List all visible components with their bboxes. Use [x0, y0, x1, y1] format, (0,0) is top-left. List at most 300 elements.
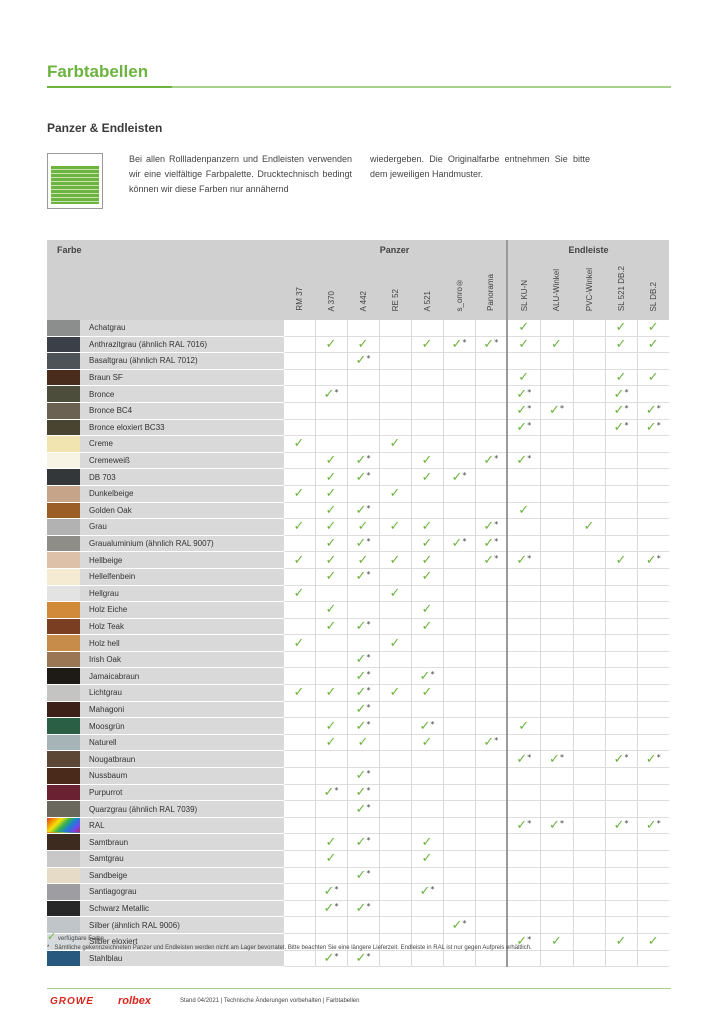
availability-cell	[637, 436, 669, 453]
availability-cell	[283, 336, 315, 353]
check-icon: ✓	[355, 867, 367, 883]
star-icon: *	[527, 454, 532, 464]
availability-cell	[573, 801, 605, 818]
check-icon: ✓	[323, 784, 335, 800]
availability-cell	[283, 602, 315, 619]
star-icon: *	[334, 951, 339, 961]
availability-cell	[637, 851, 669, 868]
availability-cell	[540, 817, 573, 834]
availability-cell	[315, 817, 347, 834]
table-row	[47, 602, 669, 619]
availability-cell	[315, 685, 347, 702]
table-row	[47, 851, 669, 868]
availability-cell	[379, 519, 411, 536]
availability-cell	[637, 784, 669, 801]
star-icon: *	[430, 669, 435, 679]
availability-cell	[283, 485, 315, 502]
availability-cell	[379, 734, 411, 751]
star-icon: *	[656, 420, 661, 430]
availability-cell	[605, 336, 637, 353]
check-icon: ✓	[421, 569, 433, 585]
star-icon: *	[494, 736, 499, 746]
color-name: Holz hell	[80, 635, 283, 652]
availability-cell	[315, 718, 347, 735]
availability-cell	[411, 602, 443, 619]
intro-text-right: wiedergeben. Die Originalfarbe entnehmen Sie bitte dem jeweiligen Handmuster.	[370, 154, 590, 179]
check-icon: ✓	[355, 469, 367, 485]
availability-cell	[507, 685, 540, 702]
availability-cell	[540, 469, 573, 486]
availability-cell	[637, 817, 669, 834]
intro-text-left: Bei allen Rollladenpanzern und Endleisten verwenden wir eine vielfältige Farbpalette. Drucktechnisch bedingt können wir diese Farben nur annähernd	[129, 154, 352, 194]
color-name: Holz Eiche	[80, 602, 283, 619]
availability-cell	[573, 552, 605, 569]
availability-cell	[315, 419, 347, 436]
check-icon: ✓	[355, 353, 367, 369]
availability-cell	[411, 685, 443, 702]
availability-cell	[411, 519, 443, 536]
color-swatch	[47, 502, 80, 519]
availability-cell	[443, 734, 475, 751]
availability-cell	[507, 884, 540, 901]
availability-cell	[283, 718, 315, 735]
availability-cell	[637, 552, 669, 569]
availability-cell	[315, 552, 347, 569]
availability-cell	[605, 768, 637, 785]
color-swatch	[47, 768, 80, 785]
column-header-label: A 521	[422, 290, 432, 311]
star-icon: *	[462, 537, 467, 547]
star-icon: *	[334, 885, 339, 895]
availability-cell	[507, 585, 540, 602]
table-row	[47, 386, 669, 403]
availability-cell	[637, 635, 669, 652]
check-icon: ✓	[483, 336, 495, 352]
availability-cell	[475, 900, 507, 917]
availability-cell	[507, 651, 540, 668]
check-icon: ✓	[615, 934, 627, 950]
check-icon: ✓	[355, 834, 367, 850]
availability-cell	[379, 386, 411, 403]
availability-cell	[475, 386, 507, 403]
table-row	[47, 900, 669, 917]
availability-cell	[443, 602, 475, 619]
footer-text: Stand 04/2021 | Technische Änderungen vorbehalten | Farbtabellen	[180, 998, 360, 1004]
star-icon: *	[366, 354, 371, 364]
availability-cell	[443, 618, 475, 635]
availability-cell	[379, 369, 411, 386]
check-icon: ✓	[357, 735, 369, 751]
check-icon: ✓	[323, 386, 335, 402]
availability-cell	[637, 834, 669, 851]
availability-cell	[443, 834, 475, 851]
availability-cell	[573, 519, 605, 536]
availability-cell	[540, 718, 573, 735]
check-icon: ✓	[613, 403, 625, 419]
table-row	[47, 668, 669, 685]
availability-cell	[540, 402, 573, 419]
column-header	[283, 260, 315, 320]
availability-cell	[283, 552, 315, 569]
availability-cell	[347, 668, 379, 685]
availability-cell	[379, 535, 411, 552]
availability-cell	[507, 751, 540, 768]
star-icon: *	[527, 752, 532, 762]
availability-cell	[475, 320, 507, 336]
color-swatch	[47, 386, 80, 403]
availability-cell	[283, 436, 315, 453]
availability-cell	[347, 602, 379, 619]
check-icon: ✓	[613, 419, 625, 435]
availability-cell	[540, 751, 573, 768]
star-icon: *	[430, 885, 435, 895]
column-header-label: A 442	[358, 290, 368, 311]
check-icon: ✓	[421, 735, 433, 751]
availability-cell	[540, 535, 573, 552]
availability-cell	[443, 801, 475, 818]
color-swatch	[47, 784, 80, 801]
availability-cell	[540, 419, 573, 436]
availability-cell	[475, 651, 507, 668]
availability-cell	[507, 701, 540, 718]
availability-cell	[637, 950, 669, 967]
color-swatch	[47, 469, 80, 486]
check-icon: ✓	[613, 386, 625, 402]
availability-cell	[315, 535, 347, 552]
availability-cell	[347, 568, 379, 585]
star-icon: *	[527, 420, 532, 430]
availability-cell	[411, 900, 443, 917]
availability-cell	[411, 618, 443, 635]
color-swatch	[47, 817, 80, 834]
star-icon: *	[366, 702, 371, 712]
availability-cell	[637, 701, 669, 718]
legend-check-label: verfügbare Farbe	[57, 936, 104, 942]
color-name: Achatgrau	[80, 320, 283, 336]
table-row	[47, 369, 669, 386]
availability-cell	[379, 602, 411, 619]
check-icon: ✓	[421, 536, 433, 552]
availability-cell	[379, 784, 411, 801]
check-icon: ✓	[419, 668, 431, 684]
table-row	[47, 519, 669, 536]
availability-cell	[507, 867, 540, 884]
availability-cell	[443, 452, 475, 469]
star-icon: *	[334, 902, 339, 912]
availability-cell	[283, 834, 315, 851]
availability-cell	[315, 618, 347, 635]
color-name: Golden Oak	[80, 502, 283, 519]
availability-cell	[347, 485, 379, 502]
star-icon: *	[527, 935, 532, 945]
star-icon: *	[494, 553, 499, 563]
availability-cell	[283, 469, 315, 486]
check-icon: ✓	[516, 552, 528, 568]
check-icon: ✓	[355, 685, 367, 701]
availability-cell	[347, 469, 379, 486]
availability-cell	[605, 900, 637, 917]
legend	[47, 930, 532, 953]
availability-cell	[475, 469, 507, 486]
availability-cell	[475, 568, 507, 585]
availability-cell	[379, 502, 411, 519]
availability-cell	[605, 685, 637, 702]
table-row	[47, 402, 669, 419]
column-header	[347, 260, 379, 320]
availability-cell	[605, 884, 637, 901]
availability-cell	[507, 784, 540, 801]
star-icon: *	[47, 945, 50, 951]
availability-cell	[637, 402, 669, 419]
check-icon: ✓	[421, 685, 433, 701]
availability-cell	[605, 801, 637, 818]
availability-cell	[283, 884, 315, 901]
check-icon: ✓	[615, 320, 627, 336]
star-icon: *	[366, 503, 371, 513]
color-swatch	[47, 452, 80, 469]
availability-cell	[347, 867, 379, 884]
availability-cell	[605, 320, 637, 336]
availability-cell	[283, 502, 315, 519]
color-swatch	[47, 900, 80, 917]
color-swatch	[47, 701, 80, 718]
availability-cell	[605, 419, 637, 436]
availability-cell	[605, 784, 637, 801]
check-icon: ✓	[421, 453, 433, 469]
availability-cell	[347, 817, 379, 834]
table-row	[47, 585, 669, 602]
color-swatch	[47, 535, 80, 552]
color-table	[47, 240, 669, 967]
availability-cell	[411, 452, 443, 469]
availability-cell	[283, 701, 315, 718]
star-icon: *	[366, 902, 371, 912]
star-icon: *	[366, 619, 371, 629]
availability-cell	[605, 950, 637, 967]
star-icon: *	[494, 454, 499, 464]
availability-cell	[283, 369, 315, 386]
availability-cell	[637, 718, 669, 735]
column-header-label: Panorama	[486, 274, 495, 311]
color-name: Basaltgrau (ähnlich RAL 7012)	[80, 353, 283, 370]
column-header	[379, 260, 411, 320]
availability-cell	[605, 701, 637, 718]
availability-cell	[605, 851, 637, 868]
color-name: Santiagograu	[80, 884, 283, 901]
availability-cell	[507, 353, 540, 370]
availability-cell	[379, 469, 411, 486]
check-icon: ✓	[293, 436, 305, 452]
availability-cell	[573, 734, 605, 751]
star-icon: *	[366, 454, 371, 464]
check-icon: ✓	[389, 436, 401, 452]
availability-cell	[379, 651, 411, 668]
availability-cell	[475, 851, 507, 868]
check-icon: ✓	[516, 751, 528, 767]
column-header	[411, 260, 443, 320]
availability-cell	[443, 900, 475, 917]
title-divider	[47, 86, 671, 88]
availability-cell	[283, 452, 315, 469]
check-icon: ✓	[325, 453, 337, 469]
availability-cell	[443, 685, 475, 702]
availability-cell	[605, 402, 637, 419]
availability-cell	[347, 320, 379, 336]
color-name: Holz Teak	[80, 618, 283, 635]
availability-cell	[573, 568, 605, 585]
availability-cell	[347, 535, 379, 552]
check-icon: ✓	[293, 519, 305, 535]
availability-cell	[637, 502, 669, 519]
star-icon: *	[494, 337, 499, 347]
availability-cell	[605, 369, 637, 386]
availability-cell	[315, 784, 347, 801]
availability-cell	[315, 336, 347, 353]
color-name: Samtgrau	[80, 851, 283, 868]
color-swatch	[47, 867, 80, 884]
availability-cell	[573, 535, 605, 552]
availability-cell	[443, 651, 475, 668]
check-icon: ✓	[325, 486, 337, 502]
color-name: Hellelfenbein	[80, 568, 283, 585]
color-swatch	[47, 668, 80, 685]
availability-cell	[475, 369, 507, 386]
check-icon: ✓	[325, 834, 337, 850]
availability-cell	[637, 801, 669, 818]
availability-cell	[605, 386, 637, 403]
availability-cell	[411, 419, 443, 436]
star-icon: *	[366, 537, 371, 547]
availability-cell	[507, 519, 540, 536]
availability-cell	[507, 369, 540, 386]
availability-cell	[443, 336, 475, 353]
availability-cell	[507, 320, 540, 336]
check-icon: ✓	[293, 685, 305, 701]
availability-cell	[637, 535, 669, 552]
check-icon: ✓	[325, 469, 337, 485]
availability-cell	[573, 485, 605, 502]
availability-cell	[283, 635, 315, 652]
availability-cell	[315, 851, 347, 868]
star-icon: *	[334, 387, 339, 397]
table-row	[47, 336, 669, 353]
availability-cell	[283, 801, 315, 818]
check-icon: ✓	[518, 336, 530, 352]
star-icon: *	[656, 752, 661, 762]
availability-cell	[315, 900, 347, 917]
availability-cell	[347, 618, 379, 635]
check-icon: ✓	[516, 419, 528, 435]
table-row	[47, 734, 669, 751]
star-icon: *	[366, 653, 371, 663]
check-icon: ✓	[518, 370, 530, 386]
availability-cell	[475, 734, 507, 751]
availability-cell	[637, 568, 669, 585]
availability-cell	[283, 585, 315, 602]
availability-cell	[507, 618, 540, 635]
check-icon: ✓	[645, 552, 657, 568]
availability-cell	[475, 884, 507, 901]
check-icon: ✓	[419, 884, 431, 900]
table-row	[47, 469, 669, 486]
availability-cell	[411, 485, 443, 502]
availability-cell	[315, 436, 347, 453]
availability-cell	[540, 552, 573, 569]
availability-cell	[605, 917, 637, 934]
color-name: Quarzgrau (ähnlich RAL 7039)	[80, 801, 283, 818]
availability-cell	[573, 751, 605, 768]
color-name: Cremeweiß	[80, 452, 283, 469]
availability-cell	[573, 668, 605, 685]
check-icon: ✓	[483, 453, 495, 469]
star-icon: *	[366, 868, 371, 878]
star-icon: *	[527, 387, 532, 397]
availability-cell	[540, 701, 573, 718]
availability-cell	[315, 701, 347, 718]
check-icon: ✓	[647, 370, 659, 386]
growe-logo: GROWE	[50, 996, 94, 1007]
availability-cell	[379, 635, 411, 652]
availability-cell	[379, 336, 411, 353]
availability-cell	[507, 419, 540, 436]
availability-cell	[637, 585, 669, 602]
availability-cell	[475, 519, 507, 536]
availability-cell	[573, 353, 605, 370]
availability-cell	[573, 917, 605, 934]
availability-cell	[283, 386, 315, 403]
table-row	[47, 834, 669, 851]
availability-cell	[315, 668, 347, 685]
column-header	[540, 260, 573, 320]
availability-cell	[475, 585, 507, 602]
availability-cell	[540, 834, 573, 851]
availability-cell	[573, 784, 605, 801]
table-row	[47, 635, 669, 652]
star-icon: *	[366, 686, 371, 696]
availability-cell	[379, 768, 411, 785]
check-icon: ✓	[355, 569, 367, 585]
color-name: Bronce	[80, 386, 283, 403]
check-icon: ✓	[47, 930, 57, 943]
availability-cell	[475, 502, 507, 519]
availability-cell	[475, 867, 507, 884]
availability-cell	[411, 552, 443, 569]
star-icon: *	[656, 404, 661, 414]
check-icon: ✓	[355, 453, 367, 469]
availability-cell	[540, 386, 573, 403]
availability-cell	[347, 336, 379, 353]
availability-cell	[637, 353, 669, 370]
availability-cell	[443, 485, 475, 502]
availability-cell	[540, 618, 573, 635]
column-header	[507, 260, 540, 320]
table-row	[47, 452, 669, 469]
check-icon: ✓	[551, 934, 562, 950]
availability-cell	[379, 568, 411, 585]
column-header-label: ALU-Winkel	[552, 268, 561, 311]
color-swatch	[47, 552, 80, 569]
color-name: Schwarz Metallic	[80, 900, 283, 917]
availability-cell	[315, 519, 347, 536]
color-name: Hellgrau	[80, 585, 283, 602]
availability-cell	[573, 618, 605, 635]
availability-cell	[443, 386, 475, 403]
color-name: Grau	[80, 519, 283, 536]
availability-cell	[283, 867, 315, 884]
check-icon: ✓	[451, 917, 463, 933]
availability-cell	[573, 635, 605, 652]
availability-cell	[573, 402, 605, 419]
